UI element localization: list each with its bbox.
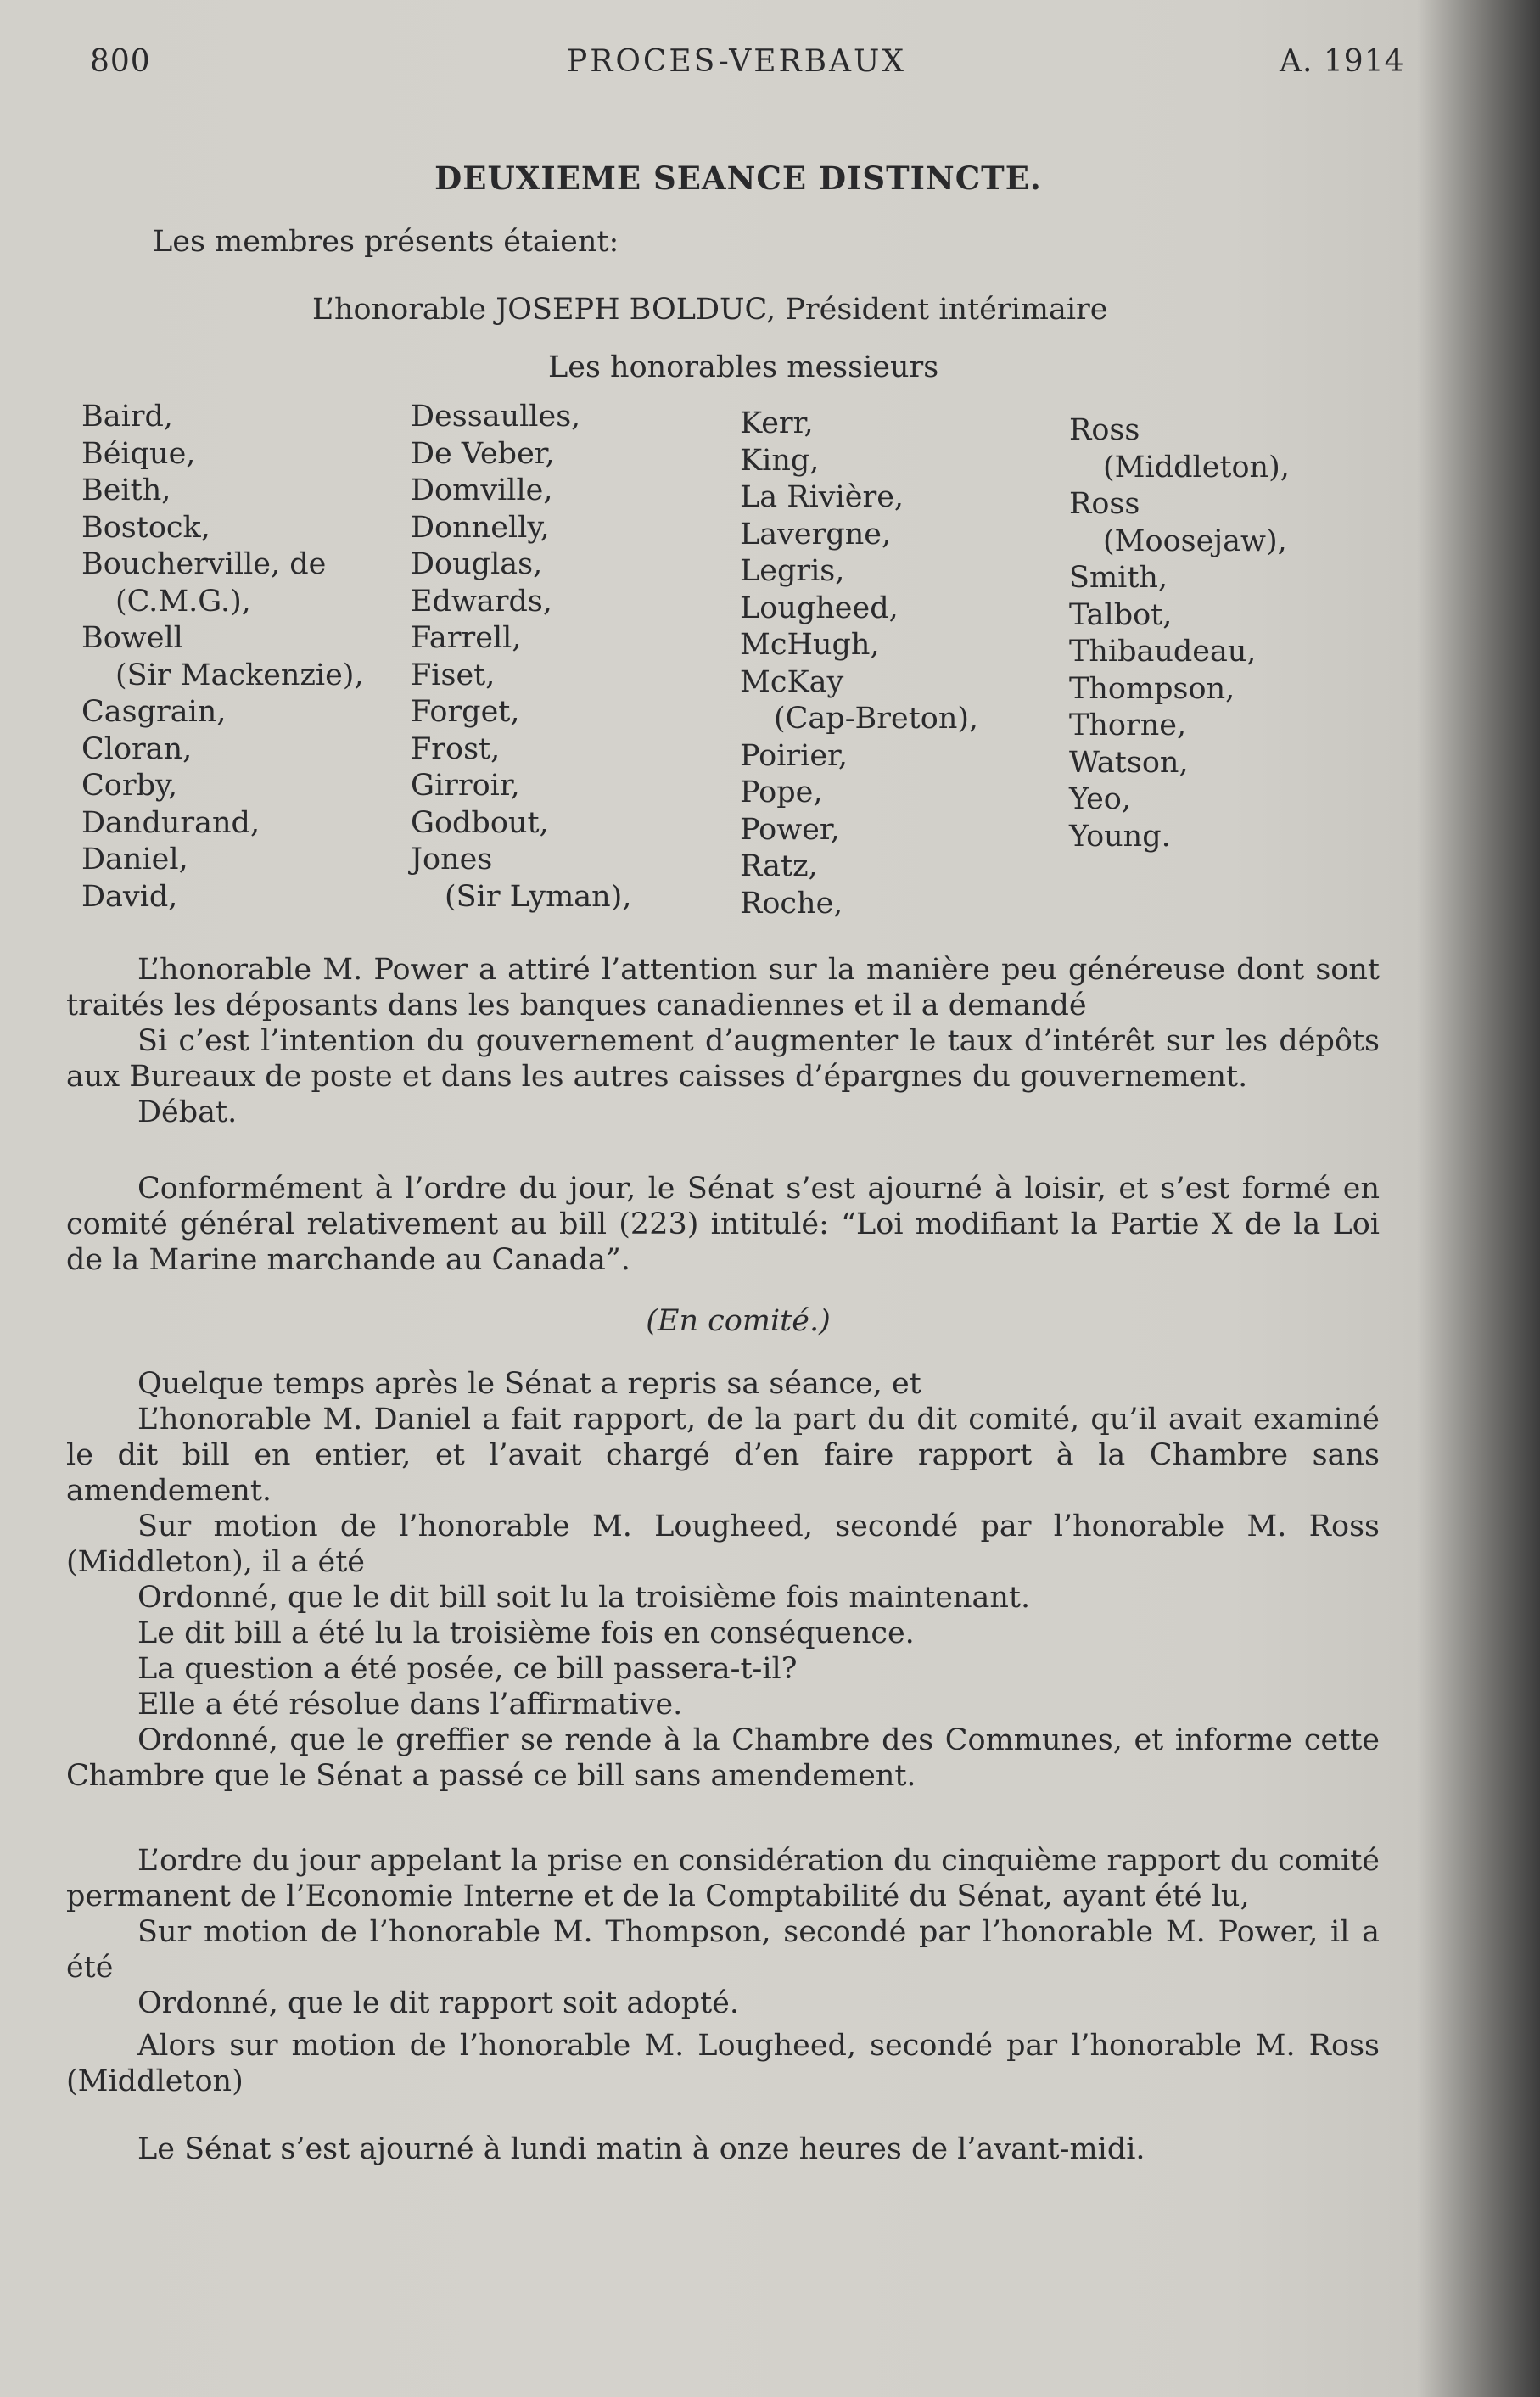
member-name: Legris, xyxy=(740,554,845,588)
paragraph: Ordonné, que le dit bill soit lu la troisième fois maintenant. xyxy=(137,1581,1031,1615)
bill-proceedings-block xyxy=(66,1366,1380,1794)
member-name: Yeo, xyxy=(1069,782,1131,816)
paragraph: L’honorable M. Daniel a fait rapport, de la part du dit comité, qu’il avait examiné le dit bill en entier, et l’avait chargé d’en faire rapport à la Chambre sans amendement. xyxy=(66,1403,1380,1508)
adjournment-block xyxy=(66,2131,1380,2167)
paragraph: Ordonné, que le dit rapport soit adopté. xyxy=(137,1986,740,2020)
member-name: Cloran, xyxy=(81,731,193,766)
member-name: (Middleton), xyxy=(1103,450,1290,484)
in-committee-heading: (En comité.) xyxy=(646,1304,831,1338)
member-name: Talbot, xyxy=(1069,597,1173,632)
members-column-1 xyxy=(81,399,364,916)
paragraph: Sur motion de l’honorable M. Lougheed, secondé par l’honorable M. Ross (Middleton), il a été xyxy=(66,1509,1380,1579)
member-name: Bostock, xyxy=(81,510,210,545)
paragraph: Si c’est l’intention du gouvernement d’augmenter le taux d’intérêt sur les dépôts aux Bureaux de poste et dans les autres caisses d’épargnes du gouvernement. xyxy=(66,1024,1380,1094)
member-name: Watson, xyxy=(1069,745,1189,780)
member-name: Ratz, xyxy=(740,849,818,883)
member-name: Douglas, xyxy=(411,547,543,581)
honorables-heading: Les honorables messieurs xyxy=(548,350,939,384)
section-title: DEUXIEME SEANCE DISTINCTE. xyxy=(434,160,1042,197)
member-name: (Sir Lyman), xyxy=(445,879,632,914)
member-name: Lougheed, xyxy=(740,591,899,625)
report-block xyxy=(66,1843,1380,2021)
member-name: Domville, xyxy=(411,473,553,507)
member-name: Dessaulles, xyxy=(411,400,581,434)
paragraph: La question a été posée, ce bill passera-t-il? xyxy=(137,1652,798,1686)
paragraph: Quelque temps après le Sénat a repris sa séance, et xyxy=(137,1367,921,1401)
member-name: (Cap-Breton), xyxy=(774,702,979,736)
members-column-2 xyxy=(411,399,631,916)
paragraph: Débat. xyxy=(137,1095,238,1129)
member-name: Corby, xyxy=(81,769,178,803)
member-name: Casgrain, xyxy=(81,695,227,729)
member-name: La Rivière, xyxy=(740,480,904,514)
members-column-3 xyxy=(740,406,978,922)
member-name: Girroir, xyxy=(411,769,520,803)
running-title: PROCES-VERBAUX xyxy=(567,44,906,79)
member-name: Forget, xyxy=(411,695,520,729)
member-name: Beith, xyxy=(81,473,171,507)
session-year: A. 1914 xyxy=(1280,44,1405,79)
member-name: (Moosejaw), xyxy=(1103,524,1287,558)
member-name: Lavergne, xyxy=(740,517,892,552)
member-name: Ross xyxy=(1069,413,1140,447)
member-name: Edwards, xyxy=(411,584,553,619)
member-name: Power, xyxy=(740,812,840,847)
paragraph: Sur motion de l’honorable M. Thompson, secondé par l’honorable M. Power, il a été xyxy=(66,1915,1380,1985)
committee-block xyxy=(66,1171,1380,1278)
member-name: Boucherville, de xyxy=(81,547,327,581)
paragraph: Le dit bill a été lu la troisième fois en conséquence. xyxy=(137,1616,915,1650)
paragraph: Alors sur motion de l’honorable M. Lougheed, secondé par l’honorable M. Ross (Middleton) xyxy=(66,2029,1380,2098)
paragraph: Elle a été résolue dans l’affirmative. xyxy=(137,1688,683,1722)
paragraph: L’ordre du jour appelant la prise en considération du cinquième rapport du comité permanent de l’Economie Interne et de la Comptabilité du Sénat, ayant été lu, xyxy=(66,1844,1380,1913)
paragraph: Ordonné, que le greffier se rende à la Chambre des Communes, et informe cette Chambre que le Sénat a passé ce bill sans amendement. xyxy=(66,1723,1380,1793)
member-name: Frost, xyxy=(411,731,501,766)
adjournment-motion-block xyxy=(66,2028,1380,2099)
paragraph: Le Sénat s’est ajourné à lundi matin à onze heures de l’avant-midi. xyxy=(137,2132,1145,2166)
member-name: Thompson, xyxy=(1069,671,1235,706)
member-name: Kerr, xyxy=(740,406,814,440)
member-name: Farrell, xyxy=(411,621,522,655)
member-name: Baird, xyxy=(81,400,174,434)
paragraph: L’honorable M. Power a attiré l’attention sur la manière peu généreuse dont sont traités les déposants dans les banques canadiennes et il a demandé xyxy=(66,953,1380,1022)
power-inquiry-block xyxy=(66,952,1380,1130)
member-name: Bowell xyxy=(81,621,183,655)
members-column-4 xyxy=(1069,412,1290,855)
president-line: L’honorable JOSEPH BOLDUC, Président intérimaire xyxy=(312,293,1108,327)
member-name: De Veber, xyxy=(411,436,555,471)
member-name: Poirier, xyxy=(740,738,848,773)
members-list xyxy=(81,399,1405,925)
paragraph: Conformément à l’ordre du jour, le Sénat s’est ajourné à loisir, et s’est formé en comité général relativement au bill (223) intitulé: “Loi modifiant la Partie X de la Loi de la Marine marchande au Canada”. xyxy=(66,1172,1380,1277)
member-name: Young. xyxy=(1069,819,1171,854)
member-name: Béique, xyxy=(81,436,196,471)
page-number: 800 xyxy=(90,44,151,79)
member-name: (C.M.G.), xyxy=(115,584,251,619)
member-name: Smith, xyxy=(1069,561,1168,595)
member-name: David, xyxy=(81,879,178,914)
member-name: Daniel, xyxy=(81,843,188,876)
member-name: Thorne, xyxy=(1069,708,1187,742)
member-name: Thibaudeau, xyxy=(1069,635,1257,669)
member-name: McHugh, xyxy=(740,628,880,662)
member-name: Dandurand, xyxy=(81,805,260,840)
present-intro: Les membres présents étaient: xyxy=(153,225,619,259)
member-name: King, xyxy=(740,443,820,478)
member-name: Fiset, xyxy=(411,658,496,692)
member-name: McKay xyxy=(740,664,844,699)
member-name: Ross xyxy=(1069,487,1140,521)
member-name: Jones xyxy=(411,843,493,876)
member-name: (Sir Mackenzie), xyxy=(115,658,364,692)
member-name: Roche, xyxy=(740,886,843,921)
member-name: Donnelly, xyxy=(411,510,550,545)
member-name: Pope, xyxy=(740,776,823,809)
member-name: Godbout, xyxy=(411,805,549,840)
